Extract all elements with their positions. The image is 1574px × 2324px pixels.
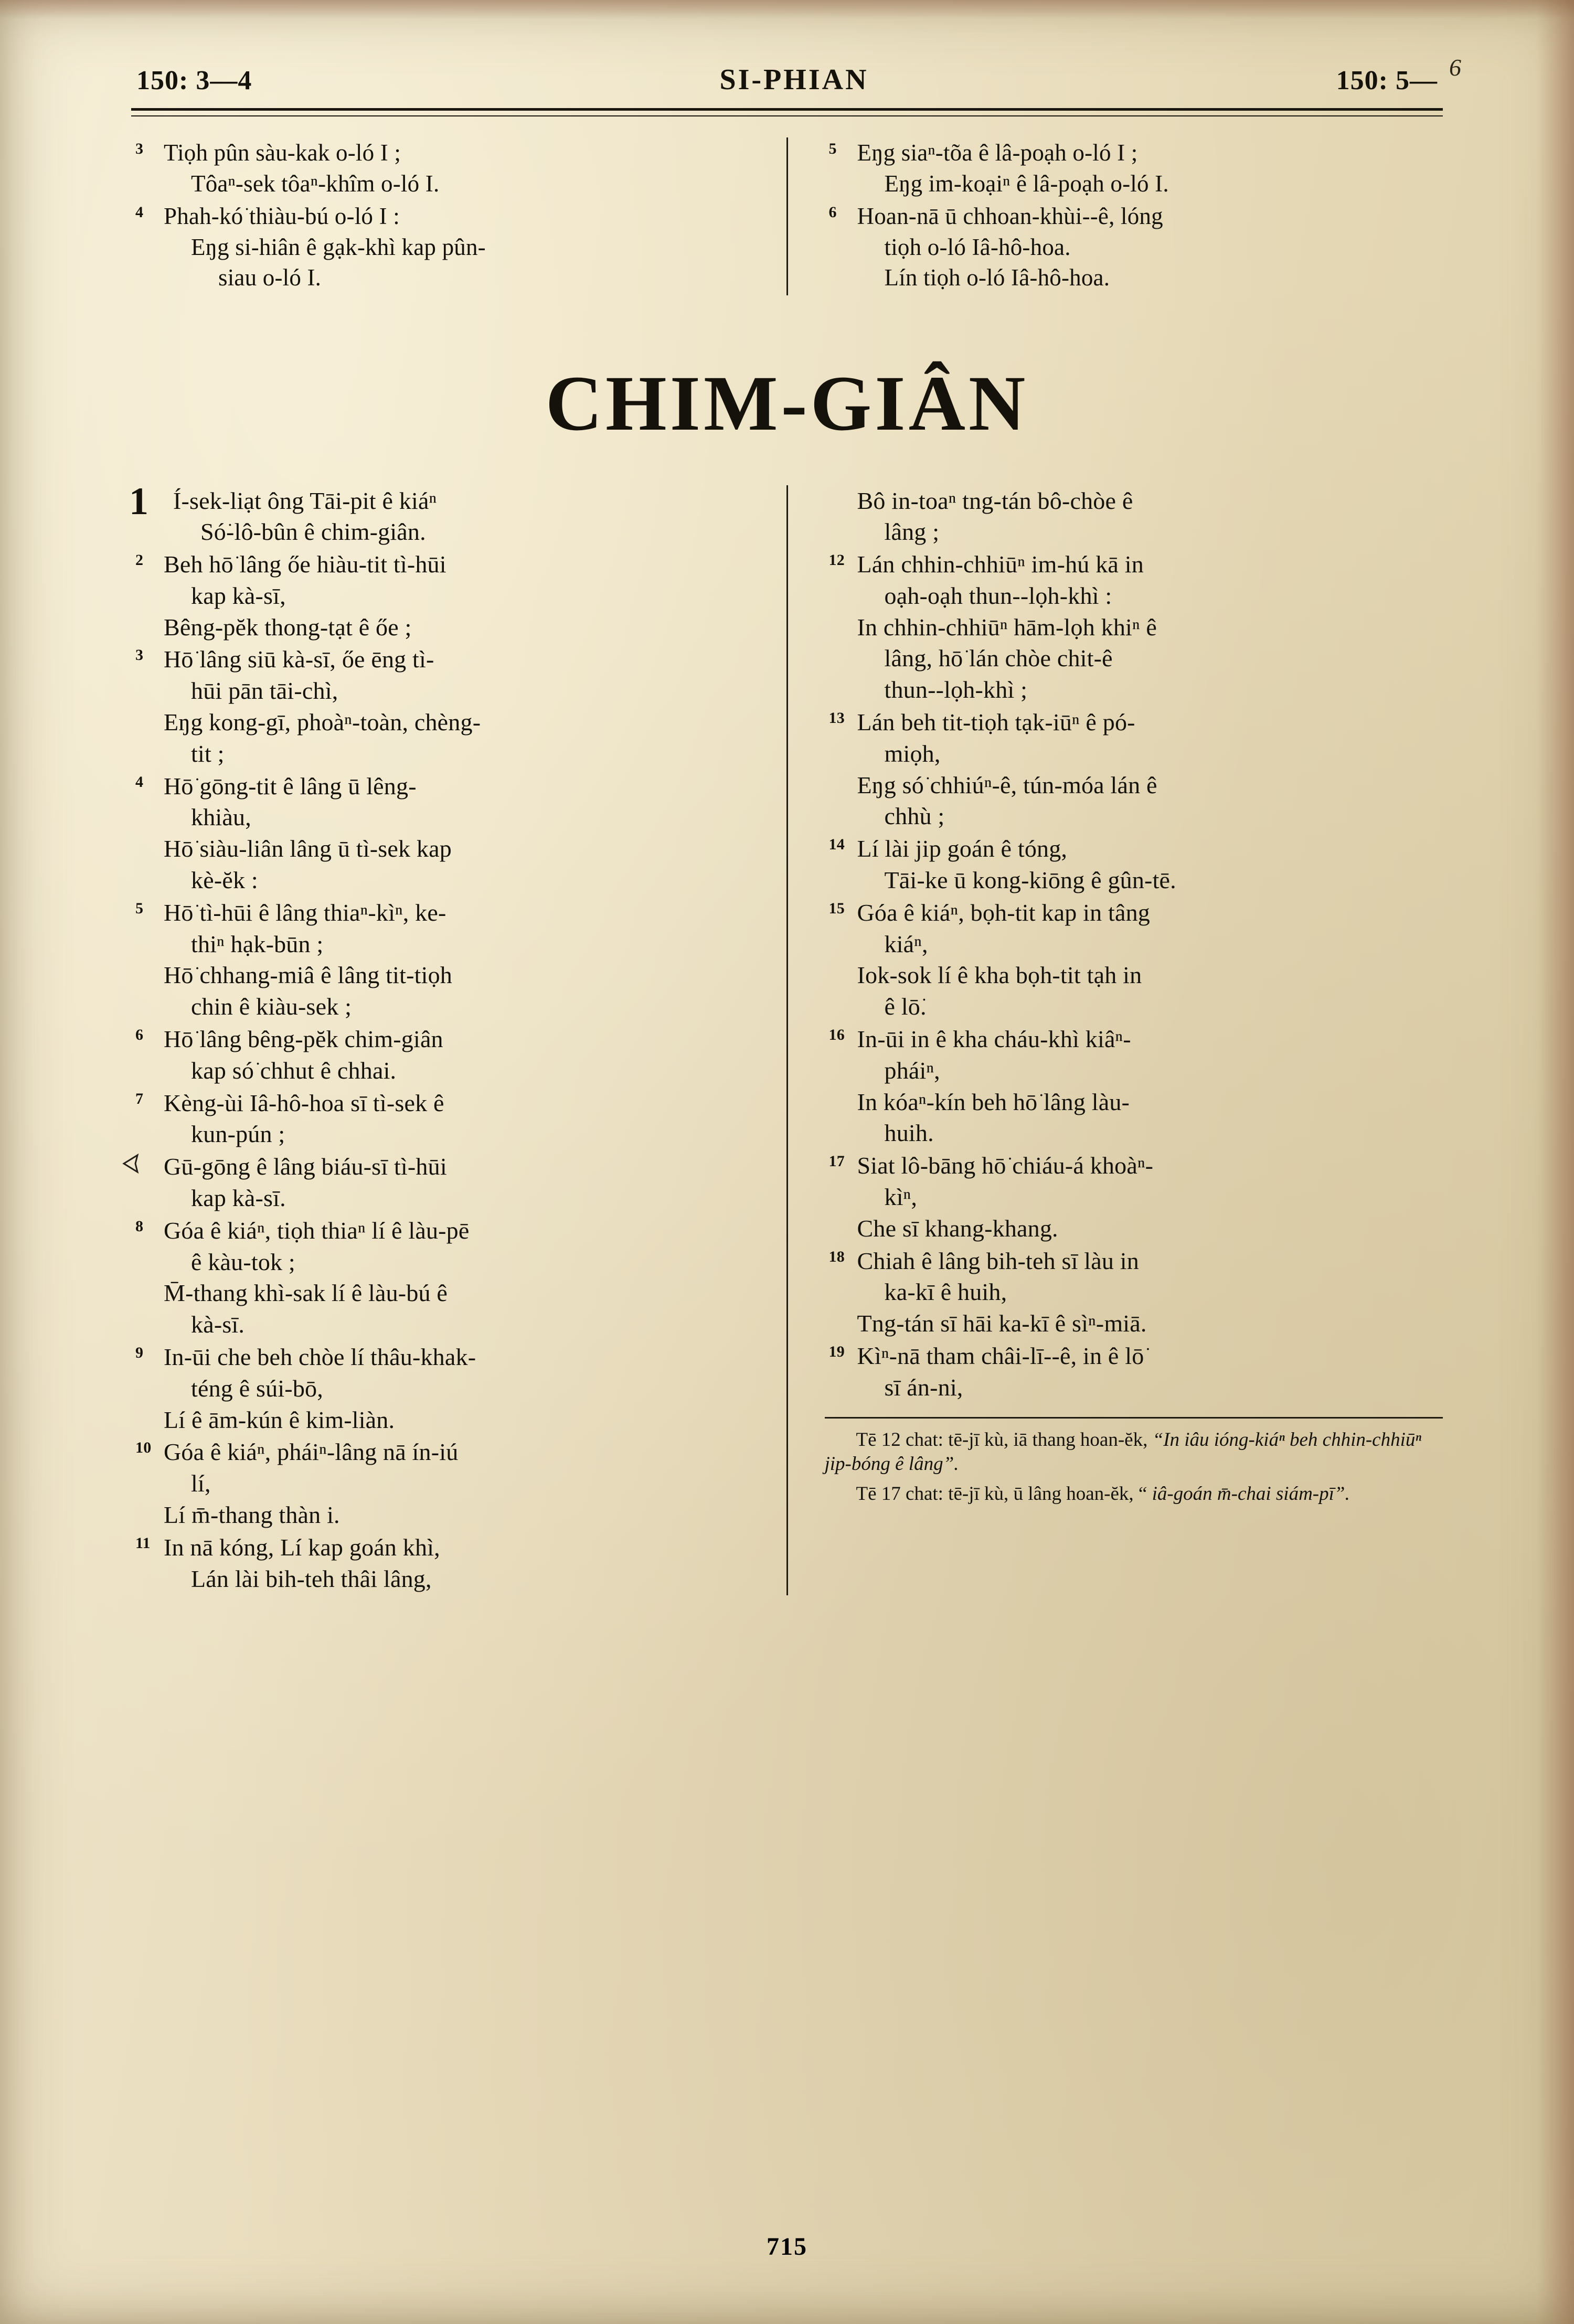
verse-number: 7 — [135, 1090, 144, 1107]
verse-line: Lí lài jip goán ê tóng, — [857, 835, 1068, 862]
verse-line: In kóaⁿ-kín beh hō͘ lâng làu- — [857, 1088, 1130, 1115]
verse-line: Che sī khang-khang. — [857, 1214, 1058, 1242]
verse-line: pháiⁿ, — [884, 1057, 940, 1084]
verse-line: Iok-sok lí ê kha bọh-tit tạh in — [857, 962, 1142, 989]
running-head-right-ref: 150: 5— — [1336, 66, 1438, 95]
verse-line: oạh-oạh thun--lọh-khì : — [884, 582, 1112, 609]
header-rule — [131, 108, 1443, 116]
verse-line: chhù ; — [884, 803, 945, 830]
verse-line: Lán chhin-chhiūⁿ im-hú kā in — [857, 551, 1144, 578]
page-edge-stain — [1537, 0, 1574, 2324]
verse-number: 8 — [135, 1217, 144, 1235]
verse — [131, 1436, 750, 1530]
verse — [825, 833, 1443, 896]
verse-line: Eŋg só͘ chhiúⁿ-ê, tún-móa lán ê — [857, 771, 1157, 798]
verse — [131, 644, 750, 769]
book-title: CHIM-GIÂN — [545, 359, 1029, 447]
verse-number: 6 — [135, 1026, 144, 1044]
verse-number: 11 — [135, 1534, 151, 1552]
verse-number: 13 — [828, 709, 845, 727]
verse-number: 15 — [828, 899, 845, 917]
verse — [825, 1150, 1443, 1244]
verse-line: kìⁿ, — [884, 1184, 918, 1211]
verse-line: tiọh o-ló Iâ-hô-hoa. — [884, 233, 1071, 260]
verse-number: 3 — [135, 140, 144, 157]
verse — [131, 549, 750, 643]
verse-line: Góa ê kiáⁿ, tiọh thiaⁿ lí ê làu-pē — [164, 1217, 470, 1244]
verse-line: Bêng-pĕk thong-tạt ê őe ; — [164, 613, 412, 641]
verse-line: M̄-thang khì-sak lí ê làu-bú ê — [164, 1280, 448, 1307]
verse-line: sī án-ni, — [884, 1373, 963, 1401]
verse-line: Eŋg si-hiân ê gạk-khì kap pûn- — [191, 233, 486, 260]
verse-line: Í-sek-liạt ông Tāi-pit ê kiáⁿ — [173, 487, 437, 514]
verse-number: 6 — [828, 204, 837, 221]
verse-line: Tng-tán sī hāi ka-kī ê sìⁿ-miā. — [857, 1310, 1147, 1337]
verse — [131, 897, 750, 1022]
verse-line: ê kàu-tok ; — [191, 1248, 295, 1275]
verse — [131, 771, 750, 896]
verse-line: kap só͘ chhut ê chhai. — [191, 1057, 397, 1084]
verse-line: chin ê kiàu-sek ; — [191, 993, 352, 1020]
verse-line: In nā kóng, Lí kap goán khì, — [164, 1533, 440, 1561]
verse-line: kiáⁿ, — [884, 930, 928, 957]
verse-line: siau o-ló I. — [218, 264, 322, 291]
verse-number: 5 — [828, 140, 837, 157]
chapter-number: 1 — [129, 479, 149, 523]
verse-line: Lí ê ām-kún ê kim-liàn. — [164, 1406, 395, 1433]
verse-line: hūi pān tāi-chì, — [191, 677, 338, 705]
hand-drawn-arrow-icon — [122, 1153, 149, 1174]
verse-line: miọh, — [884, 740, 941, 767]
verse-line: kè-ĕk : — [191, 867, 258, 894]
verse — [825, 897, 1443, 1022]
verse-line: Bô in-toaⁿ tng-tán bô-chòe ê — [857, 487, 1133, 514]
verse — [825, 485, 1443, 548]
verse-number: 2 — [135, 551, 144, 569]
verse-line: Beh hō͘ lâng őe hiàu-tit tì-hūi — [164, 551, 446, 578]
psalm-column-left — [131, 137, 786, 295]
verse-line: kap kà-sī, — [191, 582, 286, 609]
verse — [825, 549, 1443, 706]
verse-line: Tôaⁿ-sek tôaⁿ-khîm o-ló I. — [191, 170, 440, 197]
verse-line: huih. — [884, 1120, 934, 1147]
verse-line: téng ê súi-bō, — [191, 1374, 323, 1402]
verse-line: kà-sī. — [191, 1311, 245, 1338]
verse — [129, 479, 750, 548]
verse-number: 5 — [135, 899, 144, 917]
verse — [131, 1532, 750, 1595]
verse — [825, 1024, 1443, 1149]
verse-number: 4 — [135, 204, 144, 221]
verse-line: Hō͘ lâng bêng-pĕk chim-giân — [164, 1026, 443, 1053]
verse-line: thun--lọh-khì ; — [884, 676, 1028, 703]
verse-line: Góa ê kiáⁿ, bọh-tit kap in tâng — [857, 899, 1150, 926]
verse-line: Kèng-ùi Iâ-hô-hoa sī tì-sek ê — [164, 1089, 444, 1116]
verse — [825, 137, 1443, 199]
proverbs-columns — [129, 479, 1443, 1596]
footnote-quote: iâ-goán m̄-chai siám-pī”. — [1152, 1483, 1350, 1505]
verse-line: lâng, hō͘ lán chòe chit-ê — [884, 645, 1113, 672]
verse-number: 10 — [135, 1439, 152, 1457]
verse-line: Hō͘ gōng-tit ê lâng ū lêng- — [164, 772, 417, 799]
verse — [131, 1024, 750, 1086]
verse — [131, 201, 750, 293]
verse-line: ka-kī ê huih, — [884, 1278, 1007, 1306]
verse-line: kun-pún ; — [191, 1121, 285, 1148]
verse-number: 17 — [828, 1153, 845, 1170]
verse-line: Hō͘ tì-hūi ê lâng thiaⁿ-kìⁿ, ke- — [164, 899, 446, 926]
verse-line: ê lō͘. — [884, 993, 927, 1020]
verse-number: 4 — [135, 773, 144, 791]
proverbs-column-left — [129, 479, 786, 1596]
verse-line: In-ūi in ê kha cháu-khì kiâⁿ- — [857, 1026, 1131, 1053]
running-head-right — [1336, 54, 1462, 96]
verse-line: Tāi-ke ū kong-kiōng ê gûn-tē. — [884, 867, 1176, 894]
verse-line: Phah-kó͘ thiàu-bú o-ló I : — [164, 203, 400, 229]
verse-line: Lán lài bih-teh thâi lâng, — [191, 1565, 432, 1592]
verse-number: 12 — [828, 551, 845, 569]
footnote-text: Tē 17 chat: tē-jī kù, ū lâng hoan-ĕk, “ — [856, 1483, 1147, 1505]
page-content — [129, 54, 1462, 1595]
running-head — [131, 54, 1462, 97]
verse-line: Góa ê kiáⁿ, pháiⁿ-lâng nā ín-iú — [164, 1438, 459, 1466]
proverbs-column-right — [788, 485, 1443, 1596]
verse — [825, 707, 1443, 832]
verse-number: 9 — [135, 1344, 144, 1362]
footnote-text: Tē 12 chat: tē-jī kù, iā thang hoan-ĕk, — [856, 1428, 1148, 1451]
verse-line: kap kà-sī. — [191, 1185, 286, 1212]
verse-line: Eŋg im-koạiⁿ ê lâ-poạh o-ló I. — [884, 170, 1169, 197]
verse — [825, 1245, 1443, 1339]
verse — [825, 201, 1443, 293]
verse-number: 16 — [828, 1026, 845, 1044]
verse — [131, 1151, 750, 1214]
verse-line: Lí m̄-thang thàn i. — [164, 1501, 340, 1528]
verse-number: 3 — [135, 646, 144, 664]
verse-number: 19 — [828, 1343, 845, 1361]
verse — [131, 1088, 750, 1150]
page-number: 715 — [767, 2233, 807, 2261]
footnote — [825, 1482, 1443, 1507]
verse-line: Só͘-lô-bûn ê chim-giân. — [200, 518, 426, 546]
page-top-stain — [0, 0, 1574, 19]
verse-line: lâng ; — [884, 518, 940, 546]
psalm-columns — [131, 137, 1443, 295]
verse-line: Hoan-nā ū chhoan-khùi--ê, lóng — [857, 203, 1163, 229]
handwritten-annotation: 6 — [1449, 54, 1462, 81]
verse-line: In chhin-chhiūⁿ hām-lọh khiⁿ ê — [857, 613, 1157, 641]
verse-line: Lán beh tit-tiọh tạk-iūⁿ ê pó- — [857, 709, 1135, 736]
verse — [131, 137, 750, 199]
verse-line: khiàu, — [191, 804, 251, 831]
verse — [131, 1341, 750, 1435]
verse — [825, 1340, 1443, 1403]
verse-line: Hō͘ siàu-liân lâng ū tì-sek kap — [164, 835, 452, 862]
verse — [131, 1215, 750, 1340]
footnote-rule — [825, 1417, 1443, 1419]
verse-number: 14 — [828, 836, 845, 854]
running-head-left: 150: 3—4 — [136, 66, 252, 95]
verse-line: Hō͘ lâng siū kà-sī, őe ēng tì- — [164, 646, 434, 673]
verse-line: Gū-gōng ê lâng biáu-sī tì-hūi — [164, 1153, 447, 1180]
verse-line: Tiọh pûn sàu-kak o-ló I ; — [164, 140, 401, 166]
verse-line: In-ūi che beh chòe lí thâu-khak- — [164, 1344, 476, 1371]
verse-line: Siat lô-bāng hō͘ chiáu-á khoàⁿ- — [857, 1152, 1154, 1179]
psalm-column-right — [788, 137, 1443, 295]
footnote-quote: “In iâu ióng-kiáⁿ beh chhin-chhiūⁿ jip-bóng ê lâng”. — [824, 1428, 1422, 1475]
verse-line: tit ; — [191, 740, 225, 767]
verse-line: Lín tiọh o-ló Iâ-hô-hoa. — [884, 264, 1110, 291]
verse-line: Eŋg kong-gī, phoàⁿ-toàn, chèng- — [164, 709, 481, 736]
verse-line: thiⁿ hạk-būn ; — [191, 930, 324, 957]
verse-line: Eŋg siaⁿ-tõa ê lâ-poạh o-ló I ; — [857, 140, 1138, 166]
verse-line: Chiah ê lâng bih-teh sī làu in — [857, 1247, 1139, 1274]
verse-number: 18 — [828, 1248, 845, 1265]
running-head-center: SI-PHIAN — [719, 63, 869, 96]
verse-line: lí, — [191, 1470, 211, 1497]
footnote — [825, 1428, 1443, 1477]
verse-line: Kìⁿ-nā tham châi-lī--ê, in ê lō͘ — [857, 1342, 1144, 1370]
verse-line: Hō͘ chhang-miâ ê lâng tit-tiọh — [164, 962, 452, 989]
